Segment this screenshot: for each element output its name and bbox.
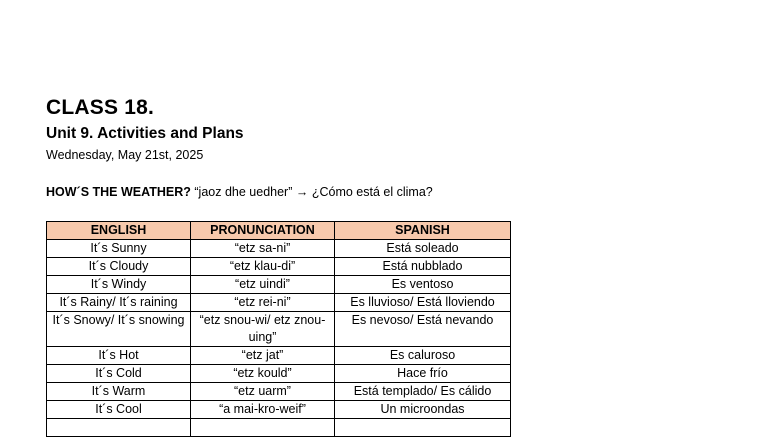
- cell-spanish: Está templado/ Es cálido: [335, 383, 511, 401]
- cell-english: It´s Windy: [47, 276, 191, 294]
- cell-pronunciation: “etz rei-ni”: [191, 294, 335, 312]
- header-english: ENGLISH: [47, 222, 191, 240]
- cell-spanish: Es caluroso: [335, 347, 511, 365]
- cell-pronunciation: “etz kould”: [191, 365, 335, 383]
- table-header-row: [47, 222, 511, 240]
- cell-spanish: Es ventoso: [335, 276, 511, 294]
- cell-spanish: Un microondas: [335, 401, 511, 419]
- cell-pronunciation: [191, 419, 335, 437]
- cell-english: It´s Sunny: [47, 240, 191, 258]
- cell-spanish: Es nevoso/ Está nevando: [335, 312, 511, 347]
- arrow-right-icon: →: [295, 185, 309, 199]
- header-pronunciation: PRONUNCIATION: [191, 222, 335, 240]
- table-row: [47, 276, 511, 294]
- cell-english: It´s Cold: [47, 365, 191, 383]
- table-row: [47, 258, 511, 276]
- header-spanish: SPANISH: [335, 222, 511, 240]
- table-row: [47, 347, 511, 365]
- cell-pronunciation: “etz uarm”: [191, 383, 335, 401]
- cell-pronunciation: “etz snou-wi/ etz znou-uing”: [191, 312, 335, 347]
- cell-english: It´s Snowy/ It´s snowing: [47, 312, 191, 347]
- question-spanish: ¿Cómo está el clima?: [311, 185, 433, 199]
- cell-english: [47, 419, 191, 437]
- table-row: [47, 312, 511, 347]
- cell-pronunciation: “etz sa-ni”: [191, 240, 335, 258]
- cell-spanish: Está nubblado: [335, 258, 511, 276]
- cell-spanish: Está soleado: [335, 240, 511, 258]
- cell-pronunciation: “etz klau-di”: [191, 258, 335, 276]
- cell-english: It´s Cloudy: [47, 258, 191, 276]
- table-row: [47, 383, 511, 401]
- unit-title: Unit 9. Activities and Plans: [46, 125, 244, 142]
- table-row: [47, 365, 511, 383]
- cell-english: It´s Hot: [47, 347, 191, 365]
- weather-question: [46, 185, 433, 199]
- weather-vocabulary-table: [46, 221, 511, 437]
- class-title: CLASS 18.: [46, 96, 154, 119]
- question-english: HOW´S THE WEATHER?: [46, 185, 191, 199]
- cell-spanish: Es lluvioso/ Está lloviendo: [335, 294, 511, 312]
- table-row: [47, 419, 511, 437]
- cell-pronunciation: “etz uindi”: [191, 276, 335, 294]
- lesson-date: Wednesday, May 21st, 2025: [46, 148, 204, 162]
- cell-spanish: Hace frío: [335, 365, 511, 383]
- cell-pronunciation: “etz jat”: [191, 347, 335, 365]
- table-row: [47, 240, 511, 258]
- cell-pronunciation: “a mai-kro-weif”: [191, 401, 335, 419]
- cell-spanish: [335, 419, 511, 437]
- question-pronunciation: “jaoz dhe uedher”: [194, 185, 293, 199]
- table-row: [47, 401, 511, 419]
- cell-english: It´s Cool: [47, 401, 191, 419]
- cell-english: It´s Warm: [47, 383, 191, 401]
- cell-english: It´s Rainy/ It´s raining: [47, 294, 191, 312]
- table-row: [47, 294, 511, 312]
